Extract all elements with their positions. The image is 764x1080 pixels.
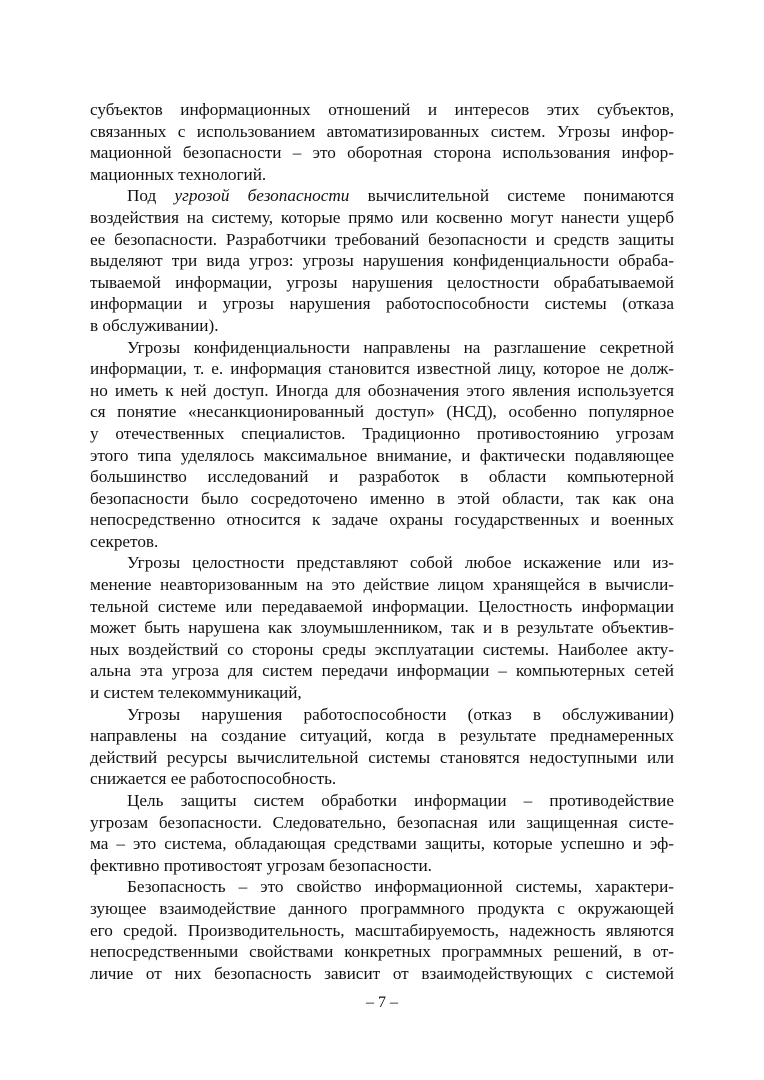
text-line: непосредственными свойствами конкретных программных решений, в от- bbox=[90, 942, 674, 962]
text-line: его средой. Производительность, масштабируемость, надежность являются bbox=[90, 920, 674, 940]
text-line: выделяют три вида угроз: угрозы нарушения конфиденциальности обраба- bbox=[90, 251, 674, 271]
text-line: мационных технологий. bbox=[90, 164, 267, 184]
text-line: тываемой информации, угрозы нарушения целостности обрабатываемой bbox=[90, 272, 674, 292]
text-line: Под угрозой безопасности вычислительной системе понимаются bbox=[127, 186, 675, 206]
text-line: информации и угрозы нарушения работоспособности системы (отказа bbox=[90, 294, 674, 314]
paragraph bbox=[90, 552, 674, 703]
text-line: тельной системе или передаваемой информации. Целостность информации bbox=[90, 596, 674, 616]
text-line: действий ресурсы вычислительной системы становятся недоступными или bbox=[90, 747, 674, 767]
text-line: ее безопасности. Разработчики требований безопасности и средств защиты bbox=[90, 229, 674, 249]
page-number: – 7 – bbox=[366, 994, 398, 1011]
text-line: Безопасность – это свойство информационной системы, характери- bbox=[127, 877, 674, 897]
text-line: воздействия на систему, которые прямо или косвенно могут нанести ущерб bbox=[90, 207, 674, 227]
paragraph bbox=[90, 99, 674, 185]
paragraph bbox=[90, 185, 674, 336]
paragraph bbox=[90, 876, 674, 984]
text-line: у отечественных специалистов. Традиционно противостоянию угрозам bbox=[90, 423, 674, 443]
body-text bbox=[90, 99, 674, 984]
text-line: связанных с использованием автоматизированных систем. Угрозы инфор- bbox=[90, 121, 674, 141]
text-line: безопасности было сосредоточено именно в этой области, так как она bbox=[90, 488, 674, 508]
text-line: и систем телекоммуникаций, bbox=[90, 683, 302, 703]
text-line: Угрозы конфиденциальности направлены на разглашение секретной bbox=[127, 337, 674, 357]
text-line: Цель защиты систем обработки информации – противодействие bbox=[127, 791, 674, 810]
text-line: в обслуживании). bbox=[90, 315, 219, 335]
italic-term: угрозой безопасности bbox=[174, 186, 350, 206]
document-page bbox=[90, 99, 674, 984]
text-line: угрозам безопасности. Следовательно, безопасная или защищенная систе- bbox=[90, 812, 674, 832]
text-line: может быть нарушена как злоумышленником, так и в результате объектив- bbox=[90, 618, 674, 638]
text-line: зующее взаимодействие данного программного продукта с окружающей bbox=[90, 898, 674, 918]
text-line: большинство исследований и разработок в области компьютерной bbox=[90, 467, 674, 487]
text-line: Угрозы нарушения работоспособности (отказ в обслуживании) bbox=[127, 704, 674, 724]
text-line: этого типа уделялось максимальное внимание, и фактически подавляющее bbox=[90, 445, 674, 465]
text-line: информации, т. е. информация становится известной лицу, которое не долж- bbox=[90, 359, 674, 379]
text-line: мационной безопасности – это оборотная сторона использования инфор- bbox=[90, 143, 674, 163]
text-line: субъектов информационных отношений и интересов этих субъектов, bbox=[90, 100, 674, 119]
text-line: но иметь к ней доступ. Иногда для обозначения этого явления используется bbox=[90, 380, 674, 400]
text-line: Угрозы целостности представляют собой любое искажение или из- bbox=[127, 553, 674, 573]
text-line: ся понятие «несанкционированный доступ» (НСД), особенно популярное bbox=[90, 402, 674, 422]
text-line: секретов. bbox=[90, 531, 159, 551]
text-line: направлены на создание ситуаций, когда в результате преднамеренных bbox=[90, 726, 674, 746]
text-line: личие от них безопасность зависит от взаимодействующих с системой bbox=[90, 963, 674, 983]
paragraph bbox=[90, 337, 674, 553]
text-line: альна эта угроза для систем передачи информации – компьютерных сетей bbox=[90, 661, 674, 681]
text-line: менение неавторизованным на это действие лицом хранящейся в вычисли- bbox=[90, 575, 674, 595]
text-line: непосредственно относится к задаче охраны государственных и военных bbox=[90, 510, 674, 530]
text-line: ма – это система, обладающая средствами защиты, которые успешно и эф- bbox=[90, 834, 674, 854]
text-line: снижается ее работоспособность. bbox=[90, 769, 337, 789]
text-line: фективно противостоят угрозам безопасности. bbox=[90, 855, 432, 875]
paragraph bbox=[90, 704, 674, 790]
paragraph bbox=[90, 790, 674, 876]
text-line: ных воздействий со стороны среды эксплуатации системы. Наиболее акту- bbox=[90, 639, 674, 659]
